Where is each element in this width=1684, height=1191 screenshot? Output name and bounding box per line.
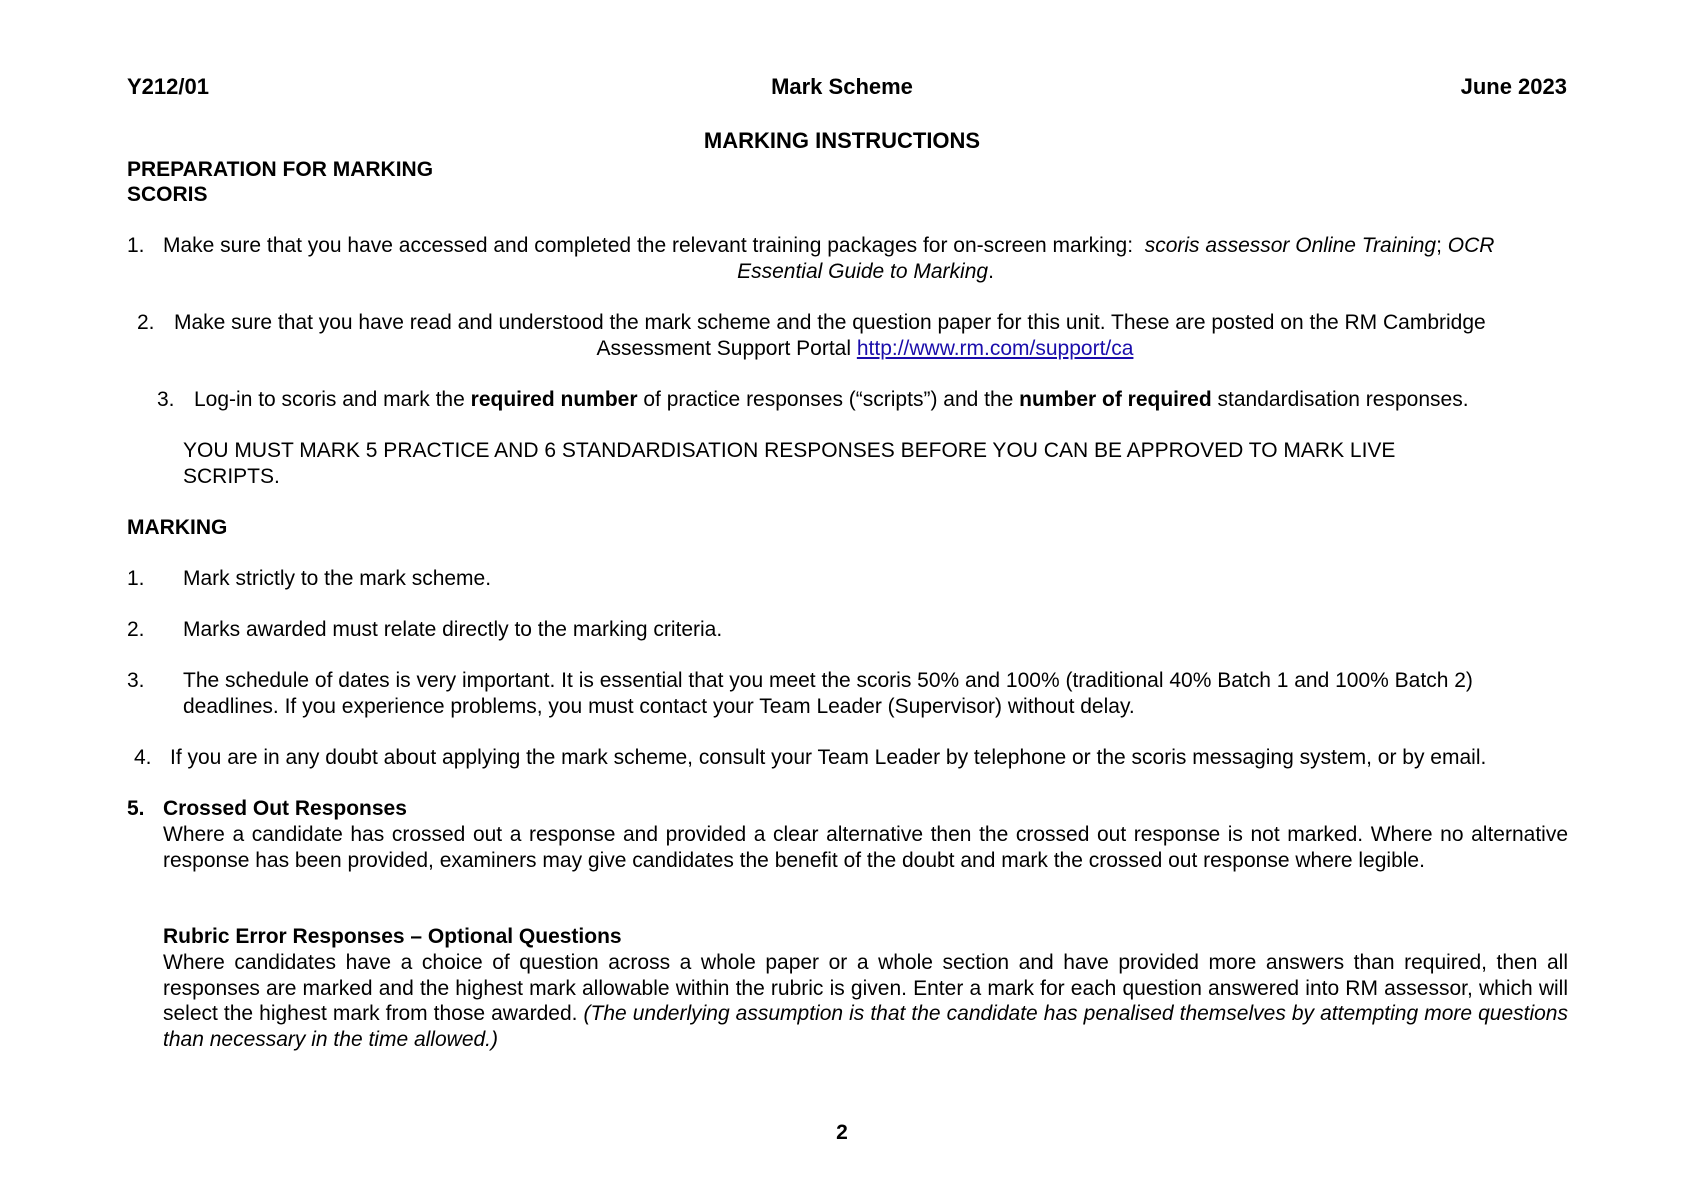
support-portal-link[interactable]: http://www.rm.com/support/ca bbox=[856, 337, 1134, 360]
prep-item-2-line2 bbox=[174, 336, 1556, 362]
marking-item-5-number: 5. bbox=[127, 797, 145, 820]
must-mark-line1: YOU MUST MARK 5 PRACTICE AND 6 STANDARDISATION RESPONSES BEFORE YOU CAN BE APPROVED TO MARK LIVE bbox=[183, 439, 1396, 462]
prep-heading: PREPARATION FOR MARKING bbox=[127, 158, 434, 181]
marking-item-3-line1: The schedule of dates is very important. It is essential that you meet the scoris 50% and 100% (traditional 40% Batch 1 and 100% Batch 2) bbox=[183, 669, 1473, 692]
header-center: Mark Scheme bbox=[771, 74, 913, 99]
crossed-out-heading: Crossed Out Responses bbox=[163, 797, 407, 820]
prep-item-1-line2 bbox=[163, 259, 1568, 285]
crossed-out-body: Where a candidate has crossed out a response and provided a clear alternative then the crossed out response is not marked. Where no alternative response has been provided, examiners may give candidates the benefit of the doubt and mark the crossed out response where legible. bbox=[163, 823, 1568, 872]
prep-item-3-bold1: required number bbox=[470, 388, 638, 411]
rubric-body bbox=[163, 950, 1574, 1052]
prep-item-1-italic-b2: Essential Guide to Marking bbox=[737, 260, 989, 283]
prep-item-2-number: 2. bbox=[137, 311, 155, 334]
prep-item-3-t1: Log-in to scoris and mark the bbox=[194, 388, 471, 411]
rubric-heading: Rubric Error Responses – Optional Questions bbox=[163, 925, 622, 948]
prep-item-1-sep: ; bbox=[1436, 234, 1448, 257]
marking-item-2-number: 2. bbox=[127, 618, 145, 641]
prep-item-3-t2: of practice responses (“scripts”) and the bbox=[637, 388, 1020, 411]
prep-item-2-text: Assessment Support Portal bbox=[596, 337, 857, 360]
page-number: 2 bbox=[836, 1121, 848, 1144]
marking-item-3-line2: deadlines. If you experience problems, you must contact your Team Leader (Supervisor) without delay. bbox=[183, 695, 1135, 718]
prep-item-1-number: 1. bbox=[127, 234, 145, 257]
prep-item-1-end: . bbox=[988, 260, 994, 283]
prep-item-3-text bbox=[194, 387, 1469, 413]
rubric-italic-note: (The underlying assumption is that the candidate has penalised themselves by attempting more questions than necessary in the time allowed.) bbox=[163, 1002, 1568, 1051]
prep-item-3-number: 3. bbox=[157, 388, 175, 411]
marking-item-1-number: 1. bbox=[127, 567, 145, 590]
prep-item-3-bold2: number of required bbox=[1019, 388, 1212, 411]
prep-item-1-italic-b1: OCR bbox=[1447, 234, 1495, 257]
marking-heading: MARKING bbox=[127, 516, 228, 539]
prep-item-1-italic-a: scoris assessor Online Training bbox=[1144, 234, 1437, 257]
prep-item-1-text: Make sure that you have accessed and completed the relevant training packages for on-screen marking: bbox=[163, 234, 1145, 257]
header-right: June 2023 bbox=[1460, 74, 1567, 99]
marking-item-1-text: Mark strictly to the mark scheme. bbox=[183, 567, 492, 590]
marking-item-2-text: Marks awarded must relate directly to the marking criteria. bbox=[183, 618, 723, 641]
marking-item-4-number: 4. bbox=[134, 746, 152, 769]
page-title: MARKING INSTRUCTIONS bbox=[703, 128, 981, 153]
prep-item-2-line1: Make sure that you have read and understood the mark scheme and the question paper for this unit. These are posted on the RM Cambridge bbox=[174, 311, 1486, 334]
scoris-heading: SCORIS bbox=[127, 183, 208, 206]
header-left: Y212/01 bbox=[127, 74, 209, 99]
prep-item-1-line1 bbox=[163, 233, 1568, 259]
must-mark-line2: SCRIPTS. bbox=[183, 465, 280, 488]
marking-item-4-text: If you are in any doubt about applying the mark scheme, consult your Team Leader by telephone or the scoris messaging system, or by email. bbox=[170, 746, 1487, 769]
rubric-text: Where candidates have a choice of question across a whole paper or a whole section and have provided more answers than required, then all responses are marked and the highest mark allowable within the rubric is given. Enter a mark for each question answered into RM assessor, which will select the highest mark from those awarded. bbox=[163, 951, 1574, 1025]
prep-item-3-t3: standardisation responses. bbox=[1211, 388, 1469, 411]
marking-item-3-number: 3. bbox=[127, 669, 145, 692]
